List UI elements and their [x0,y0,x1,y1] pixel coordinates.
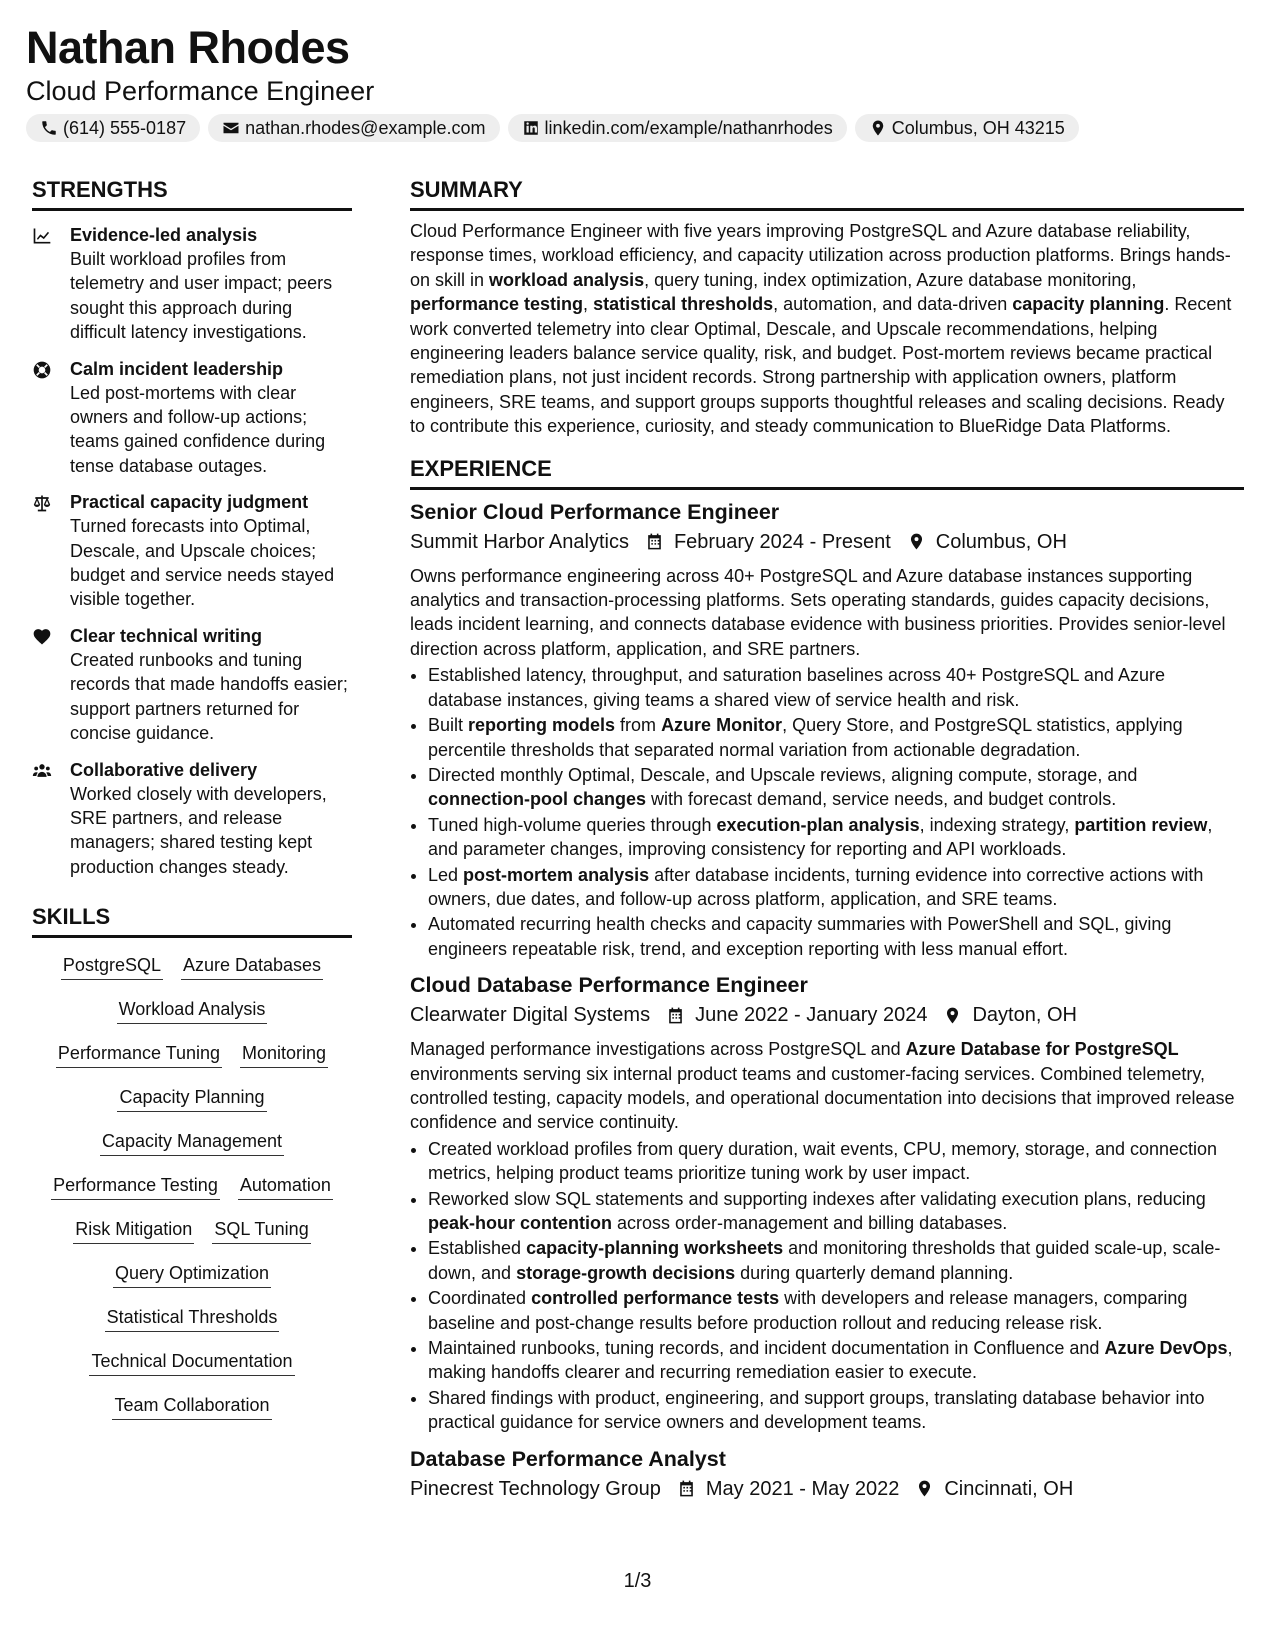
strength-item [32,624,352,746]
phone-icon [40,119,58,137]
contact-phone[interactable] [26,114,200,142]
experience-heading: EXPERIENCE [410,455,1244,490]
job-bullet: • Maintained runbooks, tuning records, and incident documentation in Confluence and Azure DevOps, making handoffs clearer and recurring remediation easier to execute. [428,1336,1244,1385]
skill-tag: SQL Tuning [212,1218,310,1244]
job-bullet: • Automated recurring health checks and capacity summaries with PowerShell and SQL, giving engineers repeatable risk, trend, and exception reporting with less manual effort. [428,912,1244,961]
strengths-heading: STRENGTHS [32,176,352,211]
left-column [32,176,352,1420]
skill-tag: Technical Documentation [89,1350,294,1376]
users-icon [32,761,52,781]
skill-tag: Automation [238,1174,333,1200]
job-meta [410,528,1244,556]
experience-list [410,498,1244,1503]
strength-item [32,223,352,345]
job-bullets [410,1137,1244,1435]
job-company: Clearwater Digital Systems [410,1004,651,1027]
map-pin-icon [869,119,887,137]
contact-email[interactable] [208,114,499,142]
job-location: Cincinnati, OH [944,1477,1074,1500]
skill-tag: Statistical Thresholds [105,1306,280,1332]
strength-item [32,490,352,612]
job-bullet: • Established capacity-planning worksheets and monitoring thresholds that guided scale-up, scale-down, and storage-growth decisions during quarterly demand planning. [428,1236,1244,1285]
bold-keyword: statistical thresholds [593,294,774,315]
contact-bar [26,114,1079,142]
skill-tag: Risk Mitigation [73,1218,194,1244]
job-description: Owns performance engineering across 40+ PostgreSQL and Azure database instances supporting analytics and transaction-processing platforms. Sets operating standards, guides capacity decisions, leads incident learning, and connects database evidence with business priorities. Provides senior-level direction across platform, application, and SRE partners. [410,565,1226,659]
job-bullets [410,663,1244,961]
strength-title: Practical capacity judgment [70,492,309,513]
bold-keyword: Azure DevOps [1104,1338,1228,1359]
bold-keyword: post-mortem analysis [463,864,650,885]
job-entry [410,1445,1244,1503]
strength-title: Evidence-led analysis [70,225,258,245]
skill-tag: Performance Tuning [56,1042,222,1068]
calendar-icon [645,532,664,551]
strength-desc: Led post-mortems with clear owners and follow-up actions; teams gained confidence during tense database outages. [70,382,326,476]
strength-title: Collaborative delivery [70,759,258,780]
candidate-title: Cloud Performance Engineer [26,76,375,106]
strength-desc: Turned forecasts into Optimal, Descale, and Upscale choices; budget and service needs stayed visible together. [70,516,335,610]
bold-keyword: controlled performance tests [531,1288,780,1309]
job-title: Database Performance Analyst [410,1446,726,1471]
right-column [410,176,1244,1503]
summary-text: Cloud Performance Engineer with five years improving PostgreSQL and Azure database reliability, response times, workload efficiency, and capacity utilization across production platforms. Brings hands-on skill in workload analysis, query tuning, index optimization, Azure database monitoring, performance testing, statistical thresholds, automation, and data-driven capacity planning. Recent work converted telemetry into clear Optimal, Descale, and Upscale recommendations, helping engineering leaders balance service quality, risk, and budget. Post-mortem reviews became practical remediation plans, not just incident records. Strong partnership with application owners, platform engineers, SRE teams, and support groups supports thoughtful releases and scaling decisions. Ready to contribute this experience, curiosity, and steady communication to BlueRidge Data Platforms. [410,221,1232,437]
calendar-icon [677,1479,696,1498]
linkedin-icon [522,119,540,137]
scale-balance-icon [32,493,52,513]
strength-item [32,758,352,880]
bold-keyword: peak-hour contention [428,1213,612,1233]
skills-heading: SKILLS [32,903,352,938]
job-title: Senior Cloud Performance Engineer [410,499,780,524]
job-bullet: • Built reporting models from Azure Monitor, Query Store, and PostgreSQL statistics, applying percentile thresholds that separated normal variation from actionable degradation. [428,713,1244,762]
bold-keyword: capacity-planning worksheets [526,1238,784,1259]
candidate-name: Nathan Rhodes [26,22,350,73]
calendar-icon [666,1006,685,1025]
bold-keyword: connection-pool changes [428,789,647,810]
map-pin-icon [943,1006,962,1025]
bold-keyword: workload analysis [489,269,645,290]
job-dates: February 2024 - Present [673,530,891,553]
job-entry [410,498,1244,962]
bold-keyword: Azure Database for PostgreSQL [905,1039,1179,1060]
job-meta [410,1001,1244,1029]
job-meta [410,1475,1244,1503]
bold-keyword: storage-growth decisions [516,1262,736,1283]
strength-title: Calm incident leadership [70,358,284,379]
job-dates: May 2021 - May 2022 [705,1477,900,1500]
job-bullet: • Tuned high-volume queries through execution-plan analysis, indexing strategy, partition review, and parameter changes, improving consistency for reporting and API workloads. [428,813,1244,862]
strength-desc: Created runbooks and tuning records that made handoffs easier; support partners returned for concise guidance. [70,649,348,744]
email-text: nathan.rhodes@example.com [245,117,486,138]
bold-keyword: reporting models [468,715,616,736]
job-title: Cloud Database Performance Engineer [410,973,808,998]
skill-tag: PostgreSQL [61,954,163,980]
job-company: Summit Harbor Analytics [410,530,629,553]
bold-keyword: partition review [1074,814,1208,835]
page-number: 1/3 [623,1570,652,1592]
job-entry [410,971,1244,1435]
skill-tag: Team Collaboration [112,1394,271,1420]
contact-linkedin[interactable] [508,114,847,142]
job-bullet: • Coordinated controlled performance tests with developers and release managers, comparing baseline and post-change results before production rollout and reducing release risk. [428,1286,1244,1335]
envelope-icon [222,119,240,137]
skill-tag: Azure Databases [181,954,323,980]
summary-heading: SUMMARY [410,176,1244,211]
strength-title: Clear technical writing [70,625,263,646]
skill-tag: Workload Analysis [117,998,268,1024]
chart-line-icon [32,226,52,246]
skill-tag: Capacity Management [100,1130,284,1156]
job-dates: June 2022 - January 2024 [695,1004,928,1027]
contact-location[interactable] [855,114,1079,142]
job-company: Pinecrest Technology Group [410,1477,661,1500]
skill-tag: Capacity Planning [117,1086,266,1112]
map-pin-icon [915,1479,934,1498]
bold-keyword: capacity planning [1012,294,1165,315]
skill-tag: Query Optimization [113,1262,271,1288]
map-pin-icon [907,532,926,551]
job-description: Managed performance investigations across PostgreSQL and Azure Database for PostgreSQL environments serving six internal product teams and customer-facing services. Combined telemetry, controlled testing, capacity models, and operational documentation into decisions that improved release confidence and service continuity. [410,1039,1235,1133]
job-location: Dayton, OH [972,1004,1077,1027]
bold-keyword: Azure Monitor [661,715,783,736]
strength-item [32,357,352,479]
heart-icon [32,627,52,647]
job-bullet: • Reworked slow SQL statements and supporting indexes after validating execution plans, reducing peak-hour contention across order-management and billing databases. [428,1187,1244,1236]
job-bullet: • Shared findings with product, engineering, and support groups, translating database behavior into practical guidance for service owners and development teams. [428,1386,1244,1435]
bold-keyword: execution-plan analysis [716,814,920,835]
phone-text: (614) 555-0187 [63,117,187,138]
linkedin-text: linkedin.com/example/nathanrhodes [544,117,833,138]
job-location: Columbus, OH [935,530,1067,553]
job-bullet: • Directed monthly Optimal, Descale, and Upscale reviews, aligning compute, storage, and connection-pool changes with forecast demand, service needs, and budget controls. [428,763,1244,812]
job-bullet: • Led post-mortem analysis after database incidents, turning evidence into corrective actions with owners, due dates, and follow-up across platform, application, and SRE teams. [428,863,1244,912]
strength-desc: Built workload profiles from telemetry and user impact; peers sought this approach during difficult latency investigations. [70,249,333,343]
job-bullet: • Established latency, throughput, and saturation baselines across 40+ PostgreSQL and Azure database instances, giving teams a shared view of service health and risk. [428,663,1244,712]
bold-keyword: performance testing [410,294,584,315]
skills-list [32,954,352,1420]
job-bullet: • Created workload profiles from query duration, wait events, CPU, memory, storage, and connection metrics, helping product teams prioritize tuning work by user impact. [428,1137,1244,1186]
location-text: Columbus, OH 43215 [891,117,1065,138]
strength-desc: Worked closely with developers, SRE partners, and release managers; shared testing kept production changes steady. [70,783,327,877]
skill-tag: Performance Testing [51,1174,220,1200]
life-ring-icon [32,360,52,380]
skill-tag: Monitoring [240,1042,328,1068]
